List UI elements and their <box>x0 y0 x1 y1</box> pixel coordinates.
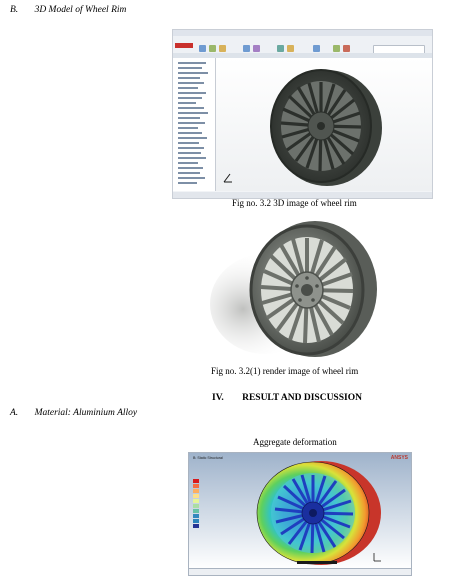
wheel-render-image <box>205 214 385 364</box>
section-a-marker: A. <box>10 408 19 418</box>
tool-icon <box>313 45 320 52</box>
section-b-title: 3D Model of Wheel Rim <box>34 5 127 15</box>
legend-swatch <box>193 519 199 523</box>
section-iv-heading <box>212 393 362 403</box>
tool-icon <box>253 45 260 52</box>
figure-1-caption: Fig no. 3.2 3D image of wheel rim <box>232 198 357 208</box>
section-a-title: Material: Aluminium Alloy <box>34 408 138 418</box>
model-viewport <box>216 58 432 191</box>
legend-swatch <box>193 504 199 508</box>
color-legend <box>193 479 199 529</box>
figure-3-caption: Aggregate deformation <box>253 437 337 447</box>
app-ribbon <box>173 36 432 54</box>
section-b-heading <box>10 5 126 15</box>
wheel-model-image <box>216 58 432 191</box>
section-b-marker: B. <box>10 5 19 15</box>
legend-swatch <box>193 479 199 483</box>
legend-swatch <box>193 494 199 498</box>
legend-swatch <box>193 524 199 528</box>
section-iv-title: RESULT AND DISCUSSION <box>242 393 362 403</box>
tool-icon <box>209 45 216 52</box>
tool-icon <box>199 45 206 52</box>
legend-swatch <box>193 499 199 503</box>
solidworks-screenshot <box>172 29 433 199</box>
feature-tree <box>173 58 216 191</box>
figure-2-caption: Fig no. 3.2(1) render image of wheel rim <box>211 366 359 376</box>
deformation-contour-image <box>239 457 389 569</box>
tool-icon <box>277 45 284 52</box>
section-iv-numeral: IV. <box>212 393 224 403</box>
ansys-deformation-screenshot <box>188 452 412 576</box>
ansys-footer <box>189 568 412 575</box>
tool-icon <box>243 45 250 52</box>
legend-swatch <box>193 489 199 493</box>
legend-swatch <box>193 509 199 513</box>
legend-swatch <box>193 484 199 488</box>
section-a-heading <box>10 408 137 418</box>
solidworks-logo <box>175 43 193 48</box>
tool-icon <box>333 45 340 52</box>
tool-icon <box>219 45 226 52</box>
legend-swatch <box>193 514 199 518</box>
tool-icon <box>287 45 294 52</box>
tool-icon <box>343 45 350 52</box>
legend-title: B: Static Structural <box>193 456 223 460</box>
ansys-logo: ANSYS <box>390 455 408 461</box>
